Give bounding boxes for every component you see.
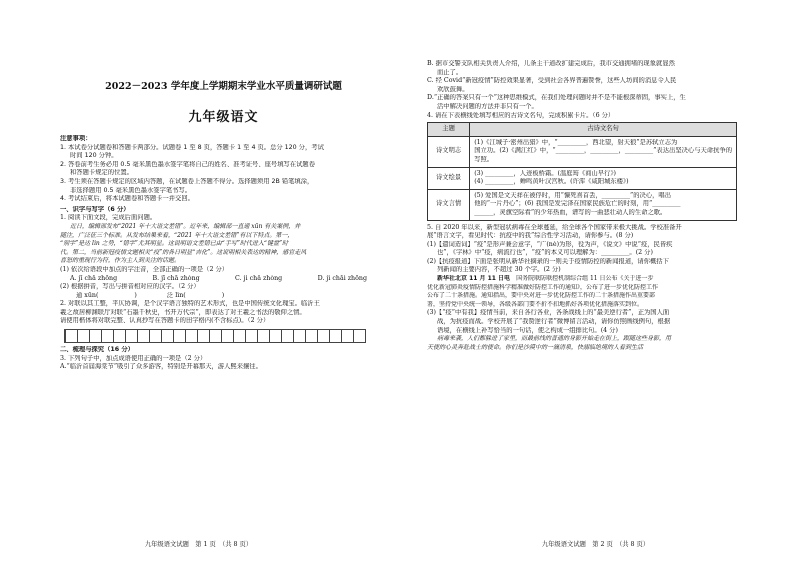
question-5-2-cont: 列新闻的主要内容，不超过 30 个字。(2 分) bbox=[437, 266, 561, 274]
option-c[interactable]: C. jì chǎ zhòng bbox=[235, 274, 283, 282]
exam-title: 2022－2023 学年度上学期期末学业水平质量调研试题 bbox=[105, 81, 342, 92]
note-line: 和答题卡规定的位置。 bbox=[70, 169, 133, 177]
lines-cell[interactable] bbox=[470, 167, 737, 189]
pinyin-xun: 通 xūn( bbox=[76, 291, 99, 299]
option-b[interactable]: B. jī chā zhòng bbox=[152, 274, 200, 282]
theme-cell: 诗文言情 bbox=[428, 189, 470, 220]
question-5-cont: 展“语言文字，看见时代：抗疫中的我”综合性学习活动，请你参与。(8 分) bbox=[427, 232, 634, 240]
question-1: 1. 阅读下面文段，完成后面问题。 bbox=[60, 214, 157, 222]
theme-cell: 诗文绘景 bbox=[428, 167, 470, 189]
question-2-line: 请使用楷体将对联完整、认真抄写在答题卡的田字格内(不含标点)。（2 分） bbox=[60, 317, 270, 325]
poem-line: 国立功。(2)《满江红》中，“_________，_________，_________”表达出坚决心与天命抗争的 bbox=[474, 147, 732, 155]
question-2-line: 羲之故居柳渊联厅对联“石墨千秋史，书开万代宗”，即表达了对王羲之书法的敬仰之情。 bbox=[60, 308, 306, 316]
table-row bbox=[428, 189, 737, 220]
note-line: 1. 本试卷分试题卷和答题卡两部分。试题卷 1 至 8 页，答题卡 1 至 4 页。总分 120 分，考试 bbox=[60, 143, 324, 151]
table-row bbox=[428, 136, 737, 167]
page-footer: 九年级语文试题 第 1 页 （共 8 页） bbox=[144, 541, 253, 548]
passage-line: 随注，广泛征三个标准。从发布结果来看，“2021 年十大语文差错”有以下特点。第一， bbox=[60, 231, 294, 239]
question-3: 3. 下列句子中，加点成语使用正确的一项是（2 分） bbox=[60, 354, 207, 362]
question-2-line: 2. 对联以其工整，平仄协调，是个汉字语言独特的艺术形式，也是中国传统文化瑰宝。临沂王 bbox=[60, 300, 320, 308]
q3-option-d-cont: 活中解决问题的方法并非只有一个。 bbox=[437, 102, 538, 110]
poem-line: (3) _________，人迹板桥霜。(温庭筠《商山早行》) bbox=[474, 169, 616, 177]
note-line: 非选择题用 0.5 毫米黑色墨水签字笔书写。 bbox=[70, 186, 192, 194]
header-theme: 主题 bbox=[428, 123, 470, 137]
question-1-1: (1) 依次给语段中加点的字注音，全部正确的一项是（2 分） bbox=[60, 265, 229, 273]
tianzige-grid[interactable] bbox=[64, 329, 366, 343]
news-line: 署，坚持党中央统一领导，各级各部门要不折不扣地抓好各项优化措施落实到位。 bbox=[427, 300, 644, 308]
poem-table bbox=[427, 122, 737, 220]
question-4: 4. 请在下表横线处填写相应的古诗文名句，完成积累卡片。（6 分） bbox=[427, 111, 615, 119]
news-line bbox=[427, 275, 782, 284]
question-5-3: (3)【“疫”中有我】疫情当前，来自各行各业，各条战线上的“最美逆行者”，正为国人面 bbox=[427, 309, 670, 317]
note-line: 2. 答卷前考生务必用 0.5 毫米黑色墨水签字笔将自己的姓名、准考证号、座号填写在试题卷 bbox=[60, 160, 316, 168]
news-lead: 新华社北京 11 月 11 日电 bbox=[437, 275, 511, 283]
poem-line: (1)《江城子·密州出猎》中，“_________，西北望，射天狼”是苏轼立志为 bbox=[474, 138, 678, 146]
question-5-2: (2)【抗疫报道】下面是张明从新华社摘录的一则关于疫情防控的新闻报道，请你概括下 bbox=[427, 257, 669, 265]
poem-line: ______，灵旗空际看”的少年热血，谱写的一曲悲壮动人的生命之歌。 bbox=[474, 208, 667, 216]
q3-option-b-cont: 而止了。 bbox=[437, 68, 463, 76]
section-heading: 二、梳理与探究（16 分） bbox=[60, 346, 134, 354]
lines-cell[interactable] bbox=[470, 189, 737, 220]
passage-line: 病毒来袭，人们都躲进了家里，而最前线的普通的身影开始走在街上，跟随这些身影，用 bbox=[437, 335, 672, 343]
question-5-3-cont: 语境，在横线上补写恰当的一句话，使之构成一组排比句。(4 分) bbox=[437, 326, 618, 334]
note-line: 4. 考试结束后，将本试题卷和答题卡一并交回。 bbox=[60, 195, 194, 203]
q3-option-b[interactable]: B. 据市交警支队相关负责人介绍，儿条主干道改扩建完成后，我市交通拥堵的现象就显然 bbox=[427, 60, 675, 67]
table-row bbox=[428, 167, 737, 189]
q3-option-a[interactable]: A.“临沂首届海棠节”吸引了众多游客，特别是开幕那天，游人熙来攘往。 bbox=[60, 363, 262, 371]
passage-line: “别字”是达 lìn 之势，“错字”尤其明显。这说明语文差错已由“手写”时代进入“键盘”时 bbox=[60, 240, 289, 248]
page-2 bbox=[397, 0, 794, 562]
poem-line: 写照。 bbox=[474, 155, 494, 163]
question-5-1: (1)【遣词造词】“疫”是形声兼会意字，“广(nè)为形，役为声，《说文》中说“疫，民皆疾 bbox=[427, 240, 673, 248]
paren: ) bbox=[221, 291, 225, 299]
note-line: 时间 120 分钟。 bbox=[70, 152, 118, 160]
option-d[interactable]: D. jì chāi zhōng bbox=[317, 274, 367, 282]
lines-cell[interactable] bbox=[470, 136, 737, 167]
note-line: 3. 考生须在答题卡规定的区域内答题，在试题卷上答题不得分。选择题须用 2B 铅笔填涂， bbox=[60, 177, 314, 185]
pinyin-lin: 泛 lìn( bbox=[166, 291, 186, 299]
news-text: 国务院联防联控机制综合组 11 日公布《关于进一步 bbox=[516, 275, 654, 283]
section-heading: 一、识字与写字（6 分） bbox=[60, 205, 130, 213]
q3-option-c[interactable]: C. 经 Covid“新冠疫情”防控效果显著，受到社会各界普遍赞誉，这些人坊间的消息令人民 bbox=[427, 77, 677, 85]
q1-options bbox=[60, 275, 387, 284]
q3-option-c-cont: 欢欣鼓舞。 bbox=[437, 85, 469, 93]
page-footer: 九年级语文试题 第 2 页 （共 8 页） bbox=[541, 541, 650, 548]
passage-line: 近日，编辑部发布“2021 年十大语文差错”。近年来，编辑部一直通 xūn 有关案例，并 bbox=[70, 222, 301, 230]
passage-line: 天使的心灵奔赴战士的使命。你们是沙漠中的一滴清泉，快溺临绝境的人看到生活 bbox=[427, 343, 644, 351]
poem-line: (4) _________，蝉鸣黄叶汉宫秋。(许浑《咸阳城东楼》) bbox=[474, 178, 629, 186]
question-5: 5. 自 2020 年以来，新型冠状病毒在全球蔓延，给全球各个国家带来极大挑战。学校准备开 bbox=[427, 223, 682, 231]
poem-line: (5) 爱国是文天祥在被俘时，用“慷死喜首丢，_________”的决心，唱出 bbox=[474, 191, 672, 199]
passage-line: 喜怒的重现行为符，作为主人到关注的话题。 bbox=[60, 257, 181, 265]
question-5-1-cont[interactable]: 也”，《字林》中“疫，病流行也”，“疫”的本义可以理解为：_________。(2 分) bbox=[437, 249, 653, 257]
pinyin-blanks bbox=[60, 292, 387, 301]
question-5-3-cont: 战，为抗疫而战。学校开展了“我赞逆行者”微博留言活动，请你仿照画线例句，根据 bbox=[437, 318, 671, 326]
header-lines: 古诗文名句 bbox=[470, 123, 737, 137]
theme-cell: 诗文明志 bbox=[428, 136, 470, 167]
option-a[interactable]: A. jī chǎ zhōng bbox=[70, 274, 118, 282]
poem-line: 他的“一片丹心”；(6) 我国是发完泽在国家民族危亡的时刻，用“_________ bbox=[474, 200, 681, 208]
news-line: 优化新冠肺炎疫情防控措施科学精准做好防控工作的通知》，公布了进一步优化防控工作 bbox=[427, 283, 659, 291]
question-1-2: (2) 根据拼音，写出与拼音相对应的汉字。（2 分） bbox=[60, 283, 200, 291]
news-line: 公布了二十条措施。通知指出，要中央对进一步优化防控工作的二十条措施作出重要部 bbox=[427, 292, 656, 300]
paren: ) bbox=[134, 291, 137, 299]
q3-option-d[interactable]: D.“正确的答案只有一个”这种思维模式，在我们处理问题时并不是不能根深蒂固，事实上，生 bbox=[427, 94, 686, 102]
passage-line: 代。第二，当前新冠疫情文题相关“疫”的各日明显“吉化”。这说明相关表达的精神，感官走风 bbox=[60, 248, 307, 256]
notes-heading: 注意事项： bbox=[60, 135, 92, 142]
subject-title: 九年级语文 bbox=[188, 110, 259, 125]
